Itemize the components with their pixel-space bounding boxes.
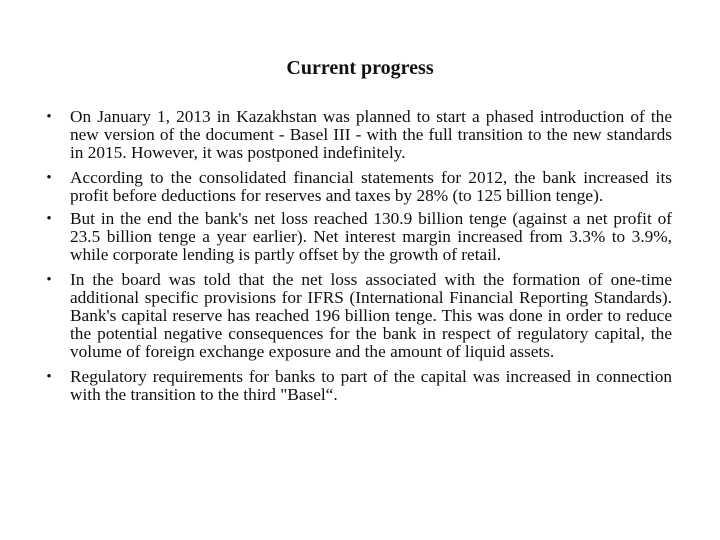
- bullet-list: [46, 107, 672, 410]
- bullet-text: According to the consolidated financial statements for 2012, the bank increased its profit before deductions for reserves and taxes by 28% (to 125 billion tenge).: [70, 167, 672, 205]
- bullet-text: On January 1, 2013 in Kazakhstan was planned to start a phased introduction of the new version of the document - Basel III - with the full transition to the new standards in 2015. However, it was postponed indefinitely.: [70, 107, 672, 163]
- bullet-icon: •: [46, 368, 52, 385]
- bullet-item: [46, 107, 672, 163]
- bullet-icon: •: [46, 211, 52, 228]
- bullet-text: Regulatory requirements for banks to part of the capital was increased in connection with the transition to the third "Basel“.: [70, 366, 672, 404]
- bullet-icon: •: [46, 271, 52, 288]
- bullet-text: In the board was told that the net loss associated with the formation of one-time additional specific provisions for IFRS (International Financial Reporting Standards). Bank's capital reserve has reached 196 billion tenge. This was done in order to reduce the potential negative consequences for the bank in respect of regulatory capital, the volume of foreign exchange exposure and the amount of liquid assets.: [70, 269, 672, 362]
- bullet-icon: •: [46, 169, 52, 186]
- bullet-item: [46, 366, 672, 404]
- bullet-item: [46, 269, 672, 362]
- bullet-text: But in the end the bank's net loss reached 130.9 billion tenge (against a net profit of 23.5 billion tenge a year earlier). Net interest margin increased from 3.3% to 3.9%, while corporate lending is partly offset by the growth of retail.: [70, 209, 672, 265]
- bullet-item: [46, 209, 672, 265]
- bullet-icon: •: [46, 109, 52, 125]
- bullet-item: [46, 167, 672, 205]
- slide-title: Current progress: [286, 57, 434, 79]
